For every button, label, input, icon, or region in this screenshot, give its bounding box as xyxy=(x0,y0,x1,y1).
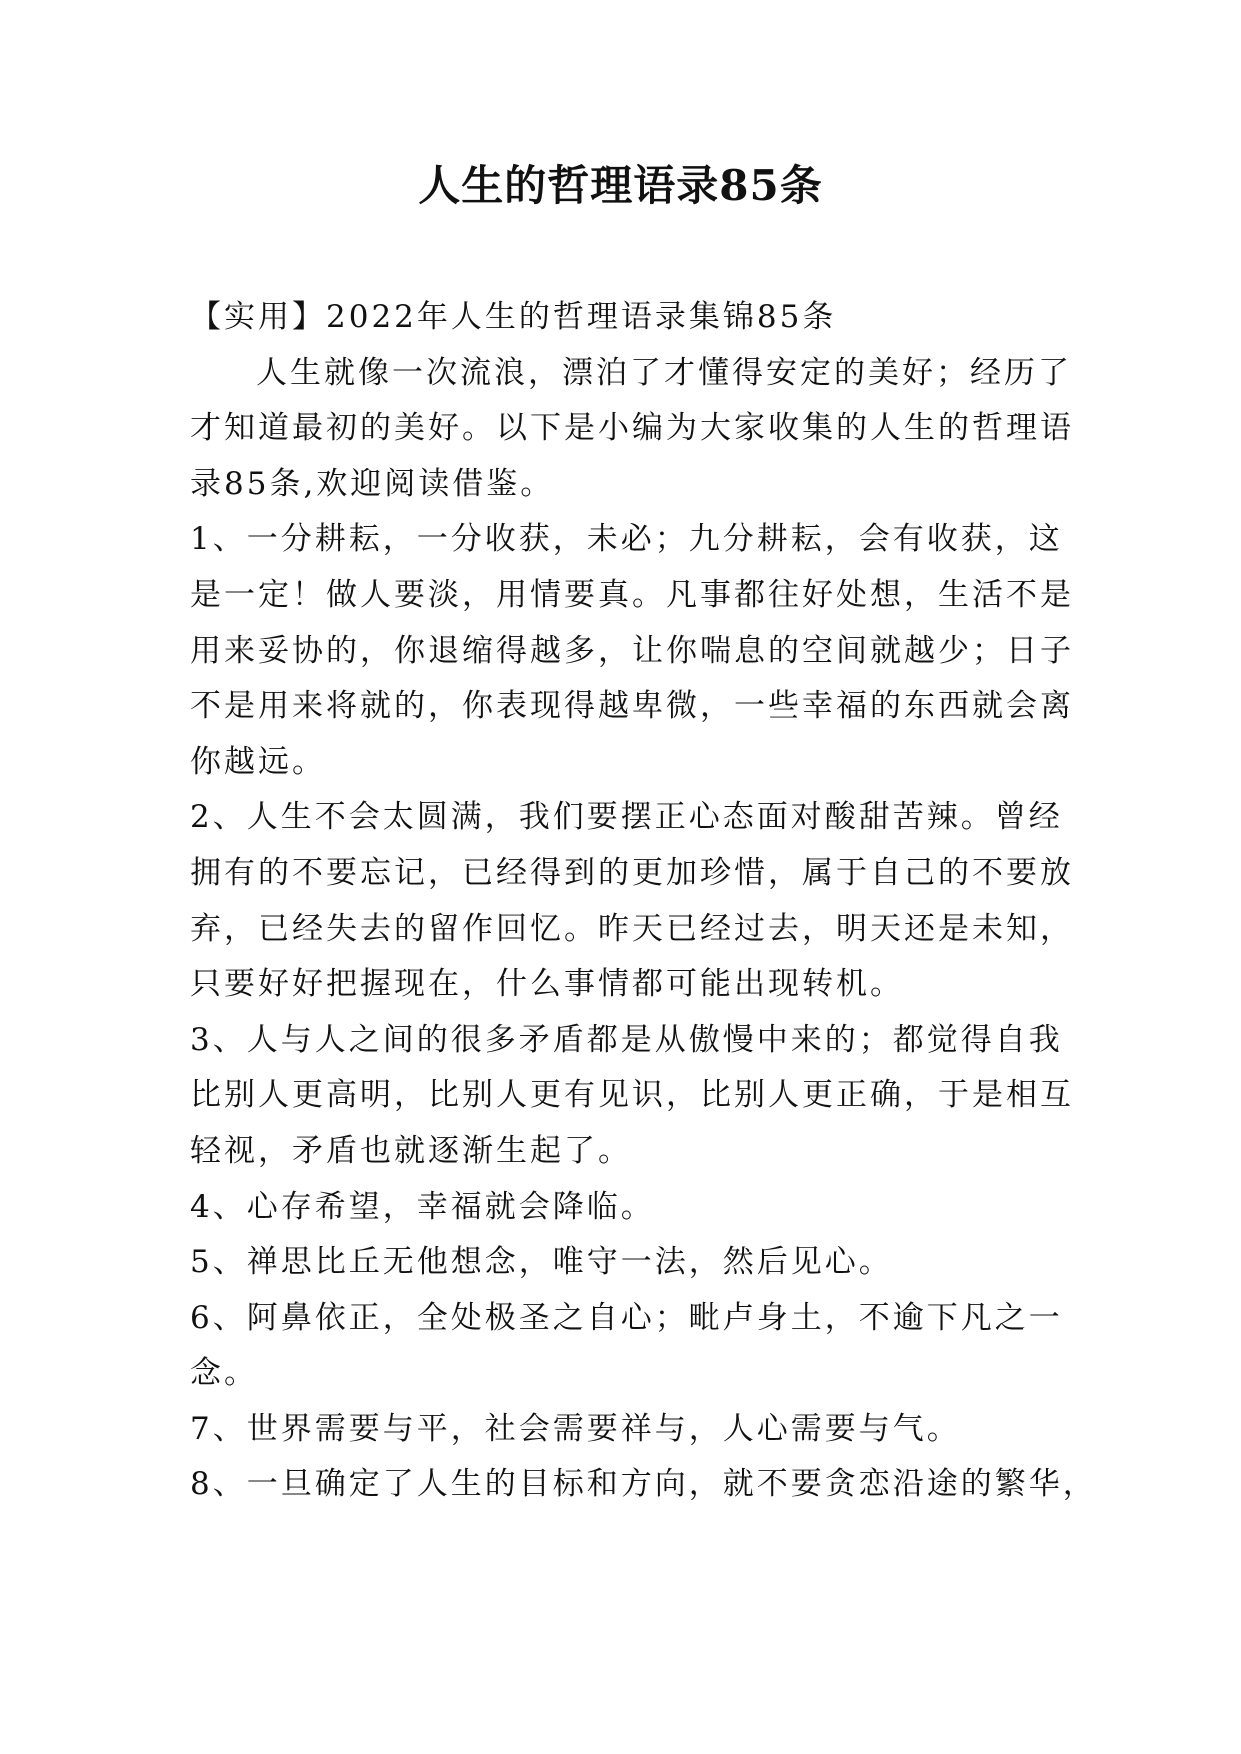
paragraph-line: 你越远。 xyxy=(190,743,326,780)
paragraph-line: 6、阿鼻依正，全处极圣之自心；毗卢身土，不逾下凡之一 xyxy=(190,1299,1063,1336)
paragraph-line: 是一定！做人要淡，用情要真。凡事都往好处想，生活不是 xyxy=(190,576,1074,613)
subtitle-line: 【实用】2022年人生的哲理语录集锦85条 xyxy=(190,299,837,335)
paragraph-line: 4、心存希望，幸福就会降临。 xyxy=(190,1188,655,1225)
paragraph-line: 2、人生不会太圆满，我们要摆正心态面对酸甜苦辣。曾经 xyxy=(190,799,1063,836)
paragraph-line: 比别人更高明，比别人更有见识，比别人更正确，于是相互 xyxy=(190,1077,1074,1114)
paragraph-line: 用来妥协的，你退缩得越多，让你喘息的空间就越少；日子 xyxy=(190,632,1074,669)
paragraph-line: 弃，已经失去的留作回忆。昨天已经过去，明天还是未知， xyxy=(190,910,1074,947)
paragraph-line: 念。 xyxy=(190,1355,258,1392)
paragraph-line: 只要好好把握现在，什么事情都可能出现转机。 xyxy=(190,966,904,1003)
intro-line: 才知道最初的美好。以下是小编为大家收集的人生的哲理语 xyxy=(190,410,1074,447)
paragraph-line: 3、人与人之间的很多矛盾都是从傲慢中来的；都觉得自我 xyxy=(190,1021,1063,1058)
paragraph-line: 8、一旦确定了人生的目标和方向，就不要贪恋沿途的繁华， xyxy=(190,1466,1097,1503)
paragraph-line: 轻视，矛盾也就逐渐生起了。 xyxy=(190,1132,632,1169)
intro-line: 人生就像一次流浪，漂泊了才懂得安定的美好；经历了 xyxy=(256,354,1072,391)
intro-line: 录85条,欢迎阅读借鉴。 xyxy=(190,465,555,502)
document-title: 人生的哲理语录85条 xyxy=(418,161,823,210)
document-body xyxy=(190,290,1097,1513)
paragraph-line: 7、世界需要与平，社会需要祥与，人心需要与气。 xyxy=(190,1410,961,1447)
paragraph-line: 不是用来将就的，你表现得越卑微，一些幸福的东西就会离 xyxy=(190,688,1074,725)
paragraph-line: 1、一分耕耘，一分收获，未必；九分耕耘，会有收获，这 xyxy=(190,521,1063,558)
paragraph-line: 拥有的不要忘记，已经得到的更加珍惜，属于自己的不要放 xyxy=(190,854,1074,891)
paragraph-line: 5、禅思比丘无他想念，唯守一法，然后见心。 xyxy=(190,1244,893,1281)
